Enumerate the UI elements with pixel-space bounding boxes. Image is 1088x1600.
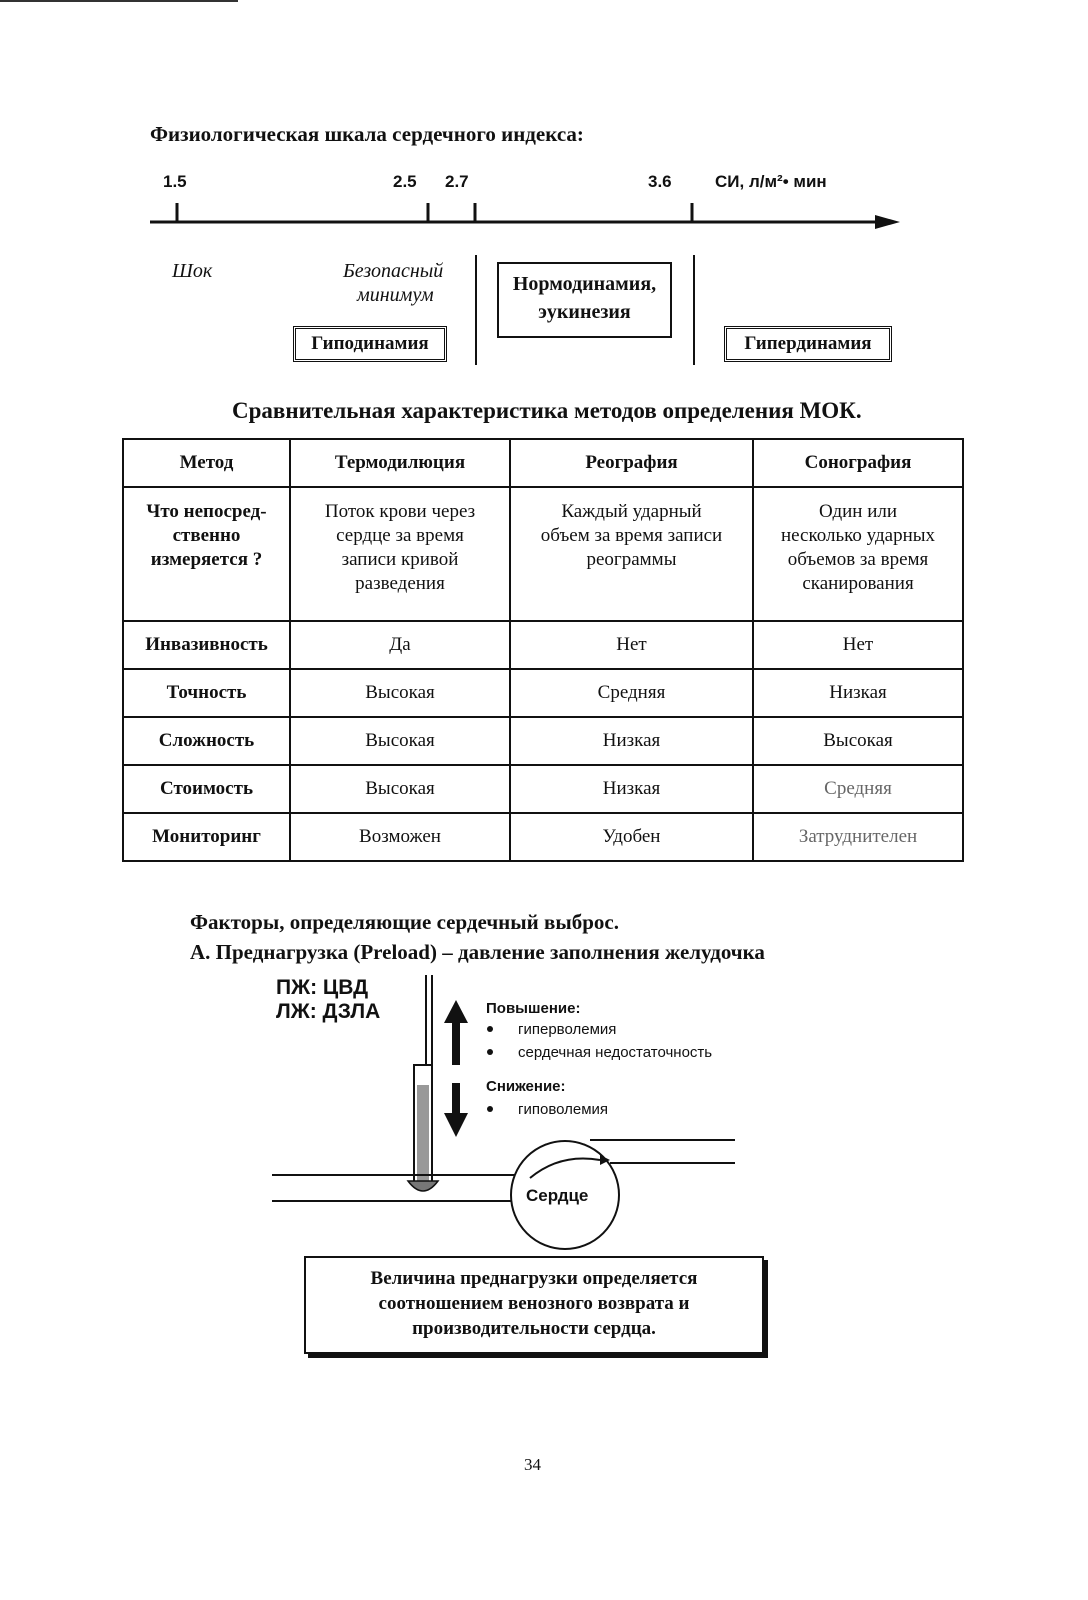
separator-left — [475, 255, 477, 365]
decrease-title: Снижение: — [486, 1078, 566, 1095]
cell-sono: Средняя — [753, 765, 963, 813]
note-line: производительности сердца. — [412, 1318, 656, 1339]
table-title: Сравнительная характеристика методов определения МОК. — [232, 398, 862, 423]
hyperdynamia-box — [724, 326, 892, 362]
cell-thermo: Высокая — [290, 717, 510, 765]
cell-reo: Низкая — [510, 717, 753, 765]
scale-title: Физиологическая шкала сердечного индекса: — [150, 122, 584, 146]
scale-unit: СИ, л/м²• мин — [715, 172, 827, 191]
measure-label — [123, 487, 290, 621]
cell-sono: Нет — [753, 621, 963, 669]
note-line: соотношением венозного возврата и — [378, 1293, 690, 1314]
measure-reo-line: реограммы — [586, 549, 677, 570]
measure-label-line: Что непосред- — [146, 501, 267, 522]
measure-sono-line: объемов за время — [787, 549, 929, 570]
hypodynamia-box — [293, 326, 447, 362]
cell-reo: Средняя — [510, 669, 753, 717]
normodynamia-line2: эукинезия — [538, 301, 631, 323]
measure-thermo-line: Поток крови через — [324, 501, 476, 522]
cell-reo: Удобен — [510, 813, 753, 861]
decrease-item: гиповолемия — [518, 1101, 609, 1118]
safe-min-line1: Безопасный — [343, 260, 444, 282]
measure-thermo-line: разведения — [355, 573, 445, 594]
tick-label-2-7: 2.7 — [445, 172, 469, 191]
preload-note-box — [304, 1256, 764, 1354]
row-label: Точность — [123, 669, 290, 717]
tick-label-3-6: 3.6 — [648, 172, 672, 191]
separator-right — [693, 255, 695, 365]
row-label: Инвазивность — [123, 621, 290, 669]
row-label: Стоимость — [123, 765, 290, 813]
top-rule — [0, 0, 238, 2]
measure-reo-line: объем за время записи — [540, 525, 723, 546]
tick-label-1-5: 1.5 — [163, 172, 187, 191]
cell-sono: Затруднителен — [753, 813, 963, 861]
note-line: Величина преднагрузки определяется — [370, 1268, 698, 1289]
cell-sono: Низкая — [753, 669, 963, 717]
increase-item: гиперволемия — [518, 1021, 617, 1038]
cell-reo: Низкая — [510, 765, 753, 813]
normodynamia-box — [497, 262, 672, 338]
cell-thermo: Высокая — [290, 669, 510, 717]
shock-label: Шок — [172, 260, 213, 282]
tick-label-2-5: 2.5 — [393, 172, 417, 191]
preload-title: А. Преднагрузка (Preload) – давление заполнения желудочка — [190, 940, 765, 964]
header-method: Метод — [123, 439, 290, 487]
increase-title: Повышение: — [486, 1000, 581, 1017]
measure-thermo-line: записи кривой — [341, 549, 459, 570]
table-row — [123, 717, 963, 765]
table-header-row — [123, 439, 963, 487]
measure-sono-line: сканирования — [802, 573, 914, 594]
rv-label: ПЖ: ЦВД — [276, 976, 369, 999]
heart-flow-arrow-icon — [520, 1148, 630, 1188]
factors-title: Факторы, определяющие сердечный выброс. — [190, 910, 620, 934]
measure-label-line: измеряется ? — [150, 549, 263, 570]
hypodynamia-label: Гиподинамия — [311, 333, 429, 354]
table-row — [123, 765, 963, 813]
measure-sono-line: несколько ударных — [780, 525, 936, 546]
measure-reo-line: Каждый ударный — [561, 501, 702, 522]
table-row — [123, 669, 963, 717]
hyperdynamia-label: Гипердинамия — [744, 333, 872, 354]
measure-sono-line: Один или — [818, 501, 898, 522]
measure-label-line: ственно — [172, 525, 241, 546]
cell-reo: Нет — [510, 621, 753, 669]
cell-sono: Высокая — [753, 717, 963, 765]
normodynamia-line1: Нормодинамия, — [512, 273, 657, 295]
safe-min-line2: минимум — [357, 284, 434, 306]
cell-thermo: Возможен — [290, 813, 510, 861]
table-row — [123, 621, 963, 669]
heart-label: Сердце — [526, 1186, 589, 1205]
page-number: 34 — [524, 1455, 541, 1474]
header-reo: Реография — [510, 439, 753, 487]
increase-item: сердечная недостаточность — [518, 1044, 713, 1061]
cell-thermo: Да — [290, 621, 510, 669]
measure-thermo-line: сердце за время — [336, 525, 464, 546]
cell-thermo: Высокая — [290, 765, 510, 813]
lv-label: ЛЖ: ДЗЛА — [276, 1000, 381, 1023]
header-sono: Сонография — [753, 439, 963, 487]
measure-sono — [753, 487, 963, 621]
measure-reo — [510, 487, 753, 621]
row-label: Сложность — [123, 717, 290, 765]
table-row-measure — [123, 487, 963, 621]
comparison-table — [122, 438, 964, 862]
header-thermo: Термодилюция — [290, 439, 510, 487]
table-row — [123, 813, 963, 861]
measure-thermo — [290, 487, 510, 621]
row-label: Мониторинг — [123, 813, 290, 861]
scale-axis — [140, 195, 910, 235]
